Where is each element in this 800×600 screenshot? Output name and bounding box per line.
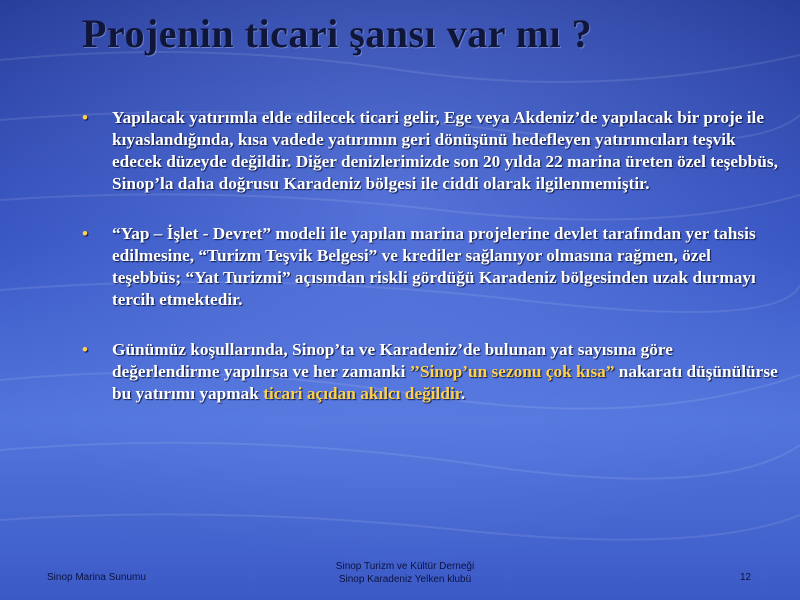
bullet-highlight: ticari açıdan akılcı değildir xyxy=(263,384,461,403)
bullet-marker-icon: • xyxy=(82,224,88,243)
bullet-text: “Yap – İşlet - Devret” modeli ile yapılan marina projelerine devlet tarafından yer tahsis edilmesine, “Turizm Teşvik Belgesi” ve krediler sağlanıyor olmasına rağmen, özel teşebbüs; “Yat Turizmi” açısından riskli gördüğü Karadeniz bölgesinden uzak durmayı tercih etmektedir. xyxy=(112,224,756,309)
footer-center-line2: Sinop Karadeniz Yelken klubü xyxy=(338,574,472,585)
footer-center-line1: Sinop Turizm ve Kültür Derneği xyxy=(335,561,475,572)
footer-center xyxy=(320,560,490,586)
bullet-item xyxy=(82,223,782,311)
bullet-text-part: nakaratı düşünülürse bu yatırımı yapmak xyxy=(112,362,778,403)
slide-title: Projenin ticari şansı var mı ? xyxy=(82,11,593,56)
footer-left: Sinop Marina Sunumu xyxy=(47,572,146,583)
bullet-list xyxy=(82,107,782,433)
bullet-marker-icon: • xyxy=(82,340,88,359)
bullet-text-part: Günümüz koşullarında, Sinop’ta ve Karadeniz’de bulunan yat sayısına göre değerlendirme yapılırsa ve her zamanki xyxy=(112,340,673,381)
bullet-text-part: . xyxy=(460,384,466,403)
page-number: 12 xyxy=(740,572,752,583)
bullet-marker-icon: • xyxy=(82,108,88,127)
bullet-item xyxy=(82,107,782,195)
bullet-item xyxy=(82,339,782,405)
bullet-text: Yapılacak yatırımla elde edilecek ticari gelir, Ege veya Akdeniz’de yapılacak bir proje ile kıyaslandığında, kısa vadede yatırımın geri dönüşünü hedefleyen yatırımcıları teşvik edecek düzeyde değildir. Diğer denizlerimizde son 20 yılda 22 marina üreten özel teşebbüs, Sinop’la daha doğrusu Karadeniz bölgesi ile ciddi olarak ilgilenmemiştir. xyxy=(112,108,778,193)
bullet-highlight: ’’Sinop’un sezonu çok kısa” xyxy=(409,362,615,381)
